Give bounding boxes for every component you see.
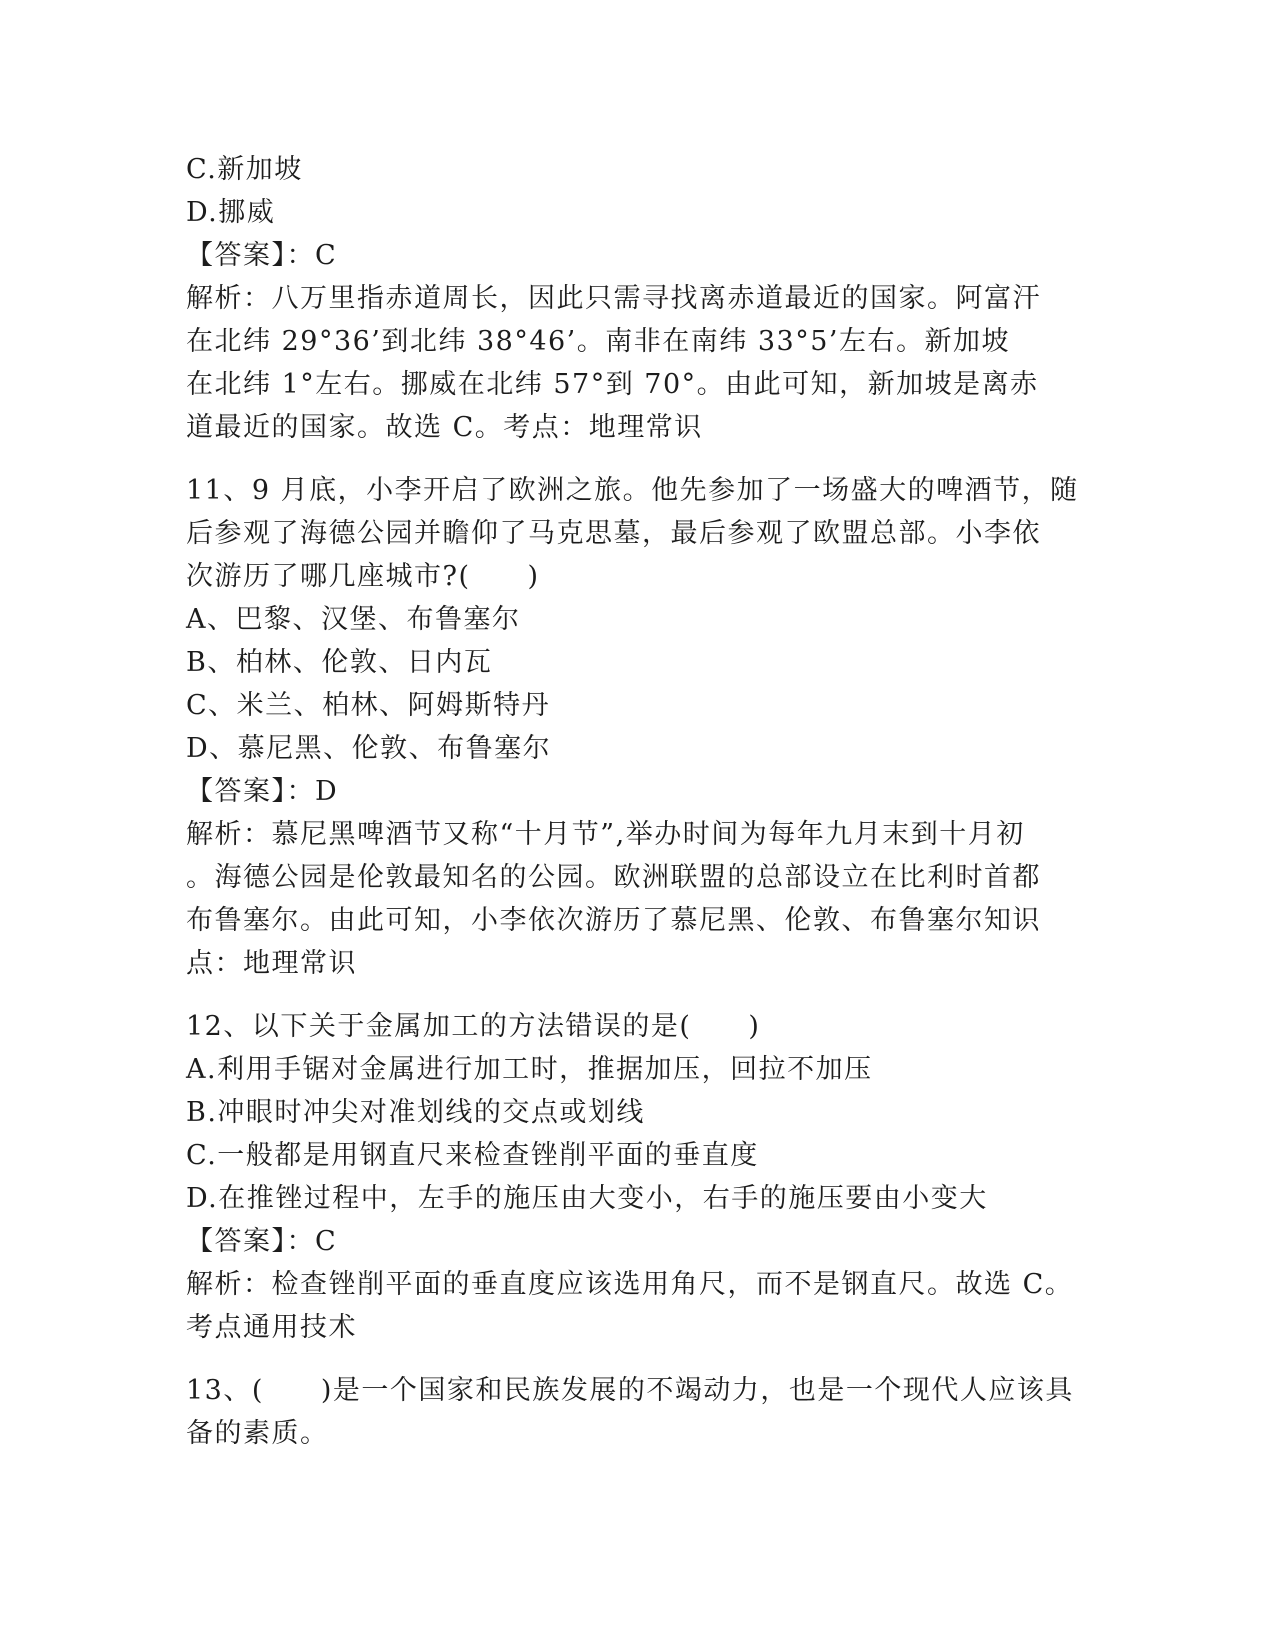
option-c: C.新加坡: [186, 154, 303, 185]
analysis-line: 解析：检查锉削平面的垂直度应该选用角尺，而不是钢直尺。故选 C。: [186, 1269, 1074, 1300]
question-text: 13、( )是一个国家和民族发展的不竭动力，也是一个现代人应该具: [186, 1375, 1074, 1406]
question-text: 备的素质。: [186, 1418, 329, 1449]
option-b: B.冲眼时冲尖对准划线的交点或划线: [186, 1097, 645, 1128]
option-b: B、柏林、伦敦、日内瓦: [186, 647, 493, 678]
answer-line: 【答案】：C: [186, 1226, 338, 1257]
option-d: D.挪威: [186, 197, 276, 228]
analysis-line: 在北纬 29°36’到北纬 38°46’。南非在南纬 33°5’左右。新加坡: [186, 326, 1010, 357]
question-11-block: [186, 469, 1086, 985]
spacer: [186, 449, 1086, 469]
analysis-line: 解析：慕尼黑啤酒节又称“十月节”,举办时间为每年九月末到十月初: [186, 819, 1025, 850]
question-10-block: [186, 148, 1086, 449]
question-13-block: [186, 1369, 1086, 1455]
option-c: C.一般都是用钢直尺来检查锉削平面的垂直度: [186, 1140, 759, 1171]
question-text: 次游历了哪几座城市?( ): [186, 561, 540, 592]
spacer: [186, 985, 1086, 1005]
answer-line: 【答案】：C: [186, 240, 338, 271]
analysis-line: 点：地理常识: [186, 948, 357, 979]
analysis-line: 布鲁塞尔。由此可知，小李依次游历了慕尼黑、伦敦、布鲁塞尔知识: [186, 905, 1041, 936]
page-content: [186, 148, 1086, 1455]
analysis-line: 解析：八万里指赤道周长，因此只需寻找离赤道最近的国家。阿富汗: [186, 283, 1041, 314]
question-text: 12、以下关于金属加工的方法错误的是( ): [186, 1011, 761, 1042]
option-a: A、巴黎、汉堡、布鲁塞尔: [186, 604, 521, 635]
question-12-block: [186, 1005, 1086, 1349]
analysis-line: 道最近的国家。故选 C。考点：地理常识: [186, 412, 703, 443]
answer-line: 【答案】：D: [186, 776, 339, 807]
analysis-line: 。海德公园是伦敦最知名的公园。欧洲联盟的总部设立在比利时首都: [186, 862, 1041, 893]
analysis-line: 在北纬 1°左右。挪威在北纬 57°到 70°。由此可知，新加坡是离赤: [186, 369, 1039, 400]
question-text: 11、9 月底，小李开启了欧洲之旅。他先参加了一场盛大的啤酒节，随: [186, 475, 1079, 506]
option-d: D.在推锉过程中，左手的施压由大变小，右手的施压要由小变大: [186, 1183, 988, 1214]
analysis-line: 考点通用技术: [186, 1312, 357, 1343]
option-d: D、慕尼黑、伦敦、布鲁塞尔: [186, 733, 552, 764]
spacer: [186, 1349, 1086, 1369]
question-text: 后参观了海德公园并瞻仰了马克思墓，最后参观了欧盟总部。小李依: [186, 518, 1041, 549]
option-c: C、米兰、柏林、阿姆斯特丹: [186, 690, 551, 721]
option-a: A.利用手锯对金属进行加工时，推据加压，回拉不加压: [186, 1054, 873, 1085]
